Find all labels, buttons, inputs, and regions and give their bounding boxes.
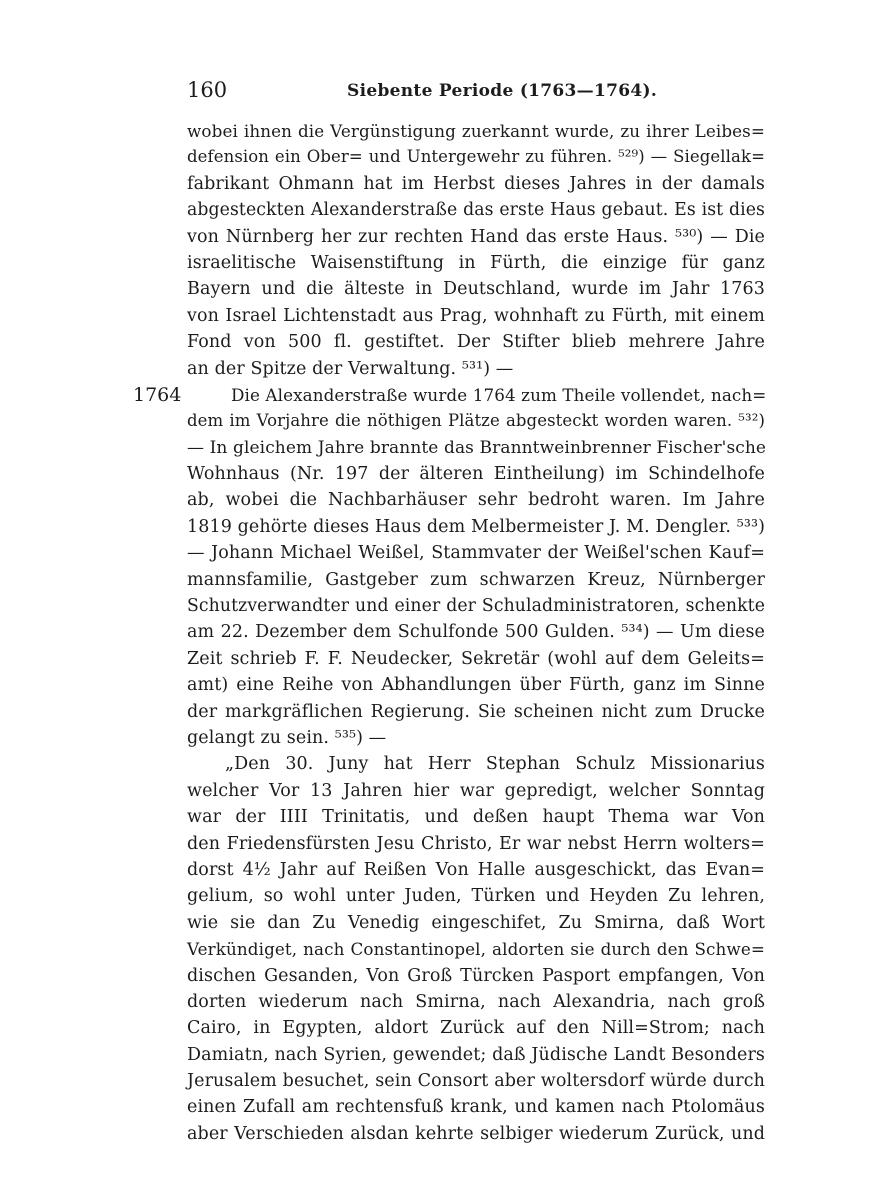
text-line: Die Alexanderstraße wurde 1764 zum Theile vollendet, nach= <box>231 384 767 405</box>
page-header <box>187 76 767 106</box>
text-line: — Johann Michael Weißel, Stammvater der Weißel'schen Kauf= <box>187 543 765 564</box>
text-line: Cairo, in Egypten, aldort Zurück auf den Nill=Strom; nach <box>187 1018 765 1039</box>
text-line: Jerusalem besuchet, sein Consort aber woltersdorf würde durch <box>187 1071 765 1092</box>
text-line: israelitische Waisenstiftung in Fürth, die einzige für ganz <box>187 252 765 273</box>
text-line: fabrikant Ohmann hat im Herbst dieses Jahres in der damals <box>187 173 765 194</box>
text-line: gelium, so wohl unter Juden, Türken und Heyden Zu lehren, <box>187 886 765 907</box>
text-line: den Friedensfürsten Jesu Christo, Er war nebst Herrn wolters= <box>187 833 765 854</box>
text-line: „Den 30. Juny hat Herr Stephan Schulz Missionarius <box>225 754 765 775</box>
text-line: von Nürnberg her zur rechten Hand das erste Haus. ⁵³⁰) — Die <box>187 226 765 247</box>
text-line: am 22. Dezember dem Schulfonde 500 Gulden. ⁵³⁴) — Um diese <box>187 622 765 643</box>
text-line: Fond von 500 fl. gestiftet. Der Stifter blieb mehrere Jahre <box>187 332 765 353</box>
text-line: abgesteckten Alexanderstraße das erste Haus gebaut. Es ist dies <box>187 200 765 221</box>
text-line: defension ein Ober= und Untergewehr zu führen. ⁵²⁹) — Siegellak= <box>187 147 765 167</box>
text-line: war der IIII Trinitatis, und deßen haupt Thema war Von <box>187 807 765 828</box>
page-number: 160 <box>187 78 228 102</box>
text-line: aber Verschieden alsdan kehrte selbiger wiederum Zurück, und <box>187 1123 765 1144</box>
text-line: Verkündiget, nach Constantinopel, aldorten sie durch den Schwe= <box>187 939 765 960</box>
text-line: mannsfamilie, Gastgeber zum schwarzen Kreuz, Nürnberger <box>187 569 765 590</box>
text-line: an der Spitze der Verwaltung. ⁵³¹) — <box>187 358 514 379</box>
text-line: ab, wobei die Nachbarhäuser sehr bedroht waren. Im Jahre <box>187 490 765 511</box>
text-line: von Israel Lichtenstadt aus Prag, wohnhaft zu Fürth, mit einem <box>187 305 765 326</box>
text-line: der markgräflichen Regierung. Sie scheinen nicht zum Drucke <box>187 701 765 722</box>
text-line: dorst 4½ Jahr auf Reißen Von Halle ausgeschickt, das Evan= <box>187 859 765 880</box>
body-text <box>187 118 765 1147</box>
text-line: wie sie dan Zu Venedig eingeschifet, Zu Smirna, daß Wort <box>187 912 765 933</box>
margin-year-note: 1764 <box>133 384 182 406</box>
text-line: einen Zufall am rechtensfuß krank, und kamen nach Ptolomäus <box>187 1097 765 1118</box>
text-line: Zeit schrieb F. F. Neudecker, Sekretär (wohl auf dem Geleits= <box>187 648 765 669</box>
text-line: amt) eine Reihe von Abhandlungen über Fürth, ganz im Sinne <box>187 675 765 696</box>
text-line: dorten wiederum nach Smirna, nach Alexandria, nach groß <box>187 991 765 1012</box>
text-line: 1819 gehörte dieses Haus dem Melbermeister J. M. Dengler. ⁵³³) <box>187 516 765 537</box>
text-line: wobei ihnen die Vergünstigung zuerkannt wurde, zu ihrer Leibes= <box>187 121 765 141</box>
text-line: gelangt zu sein. ⁵³⁵) — <box>187 727 387 748</box>
text-line: Bayern und die älteste in Deutschland, wurde im Jahr 1763 <box>187 279 765 300</box>
text-line: dischen Gesanden, Von Groß Türcken Pasport empfangen, Von <box>187 965 765 986</box>
text-line: Schutzverwandter und einer der Schuladministratoren, schenkte <box>187 596 765 617</box>
text-line: Damiatn, nach Syrien, gewendet; daß Jüdische Landt Besonders <box>187 1044 765 1065</box>
text-line: dem im Vorjahre die nöthigen Plätze abgesteckt worden waren. ⁵³²) <box>187 411 765 431</box>
text-line: — In gleichem Jahre brannte das Branntweinbrenner Fischer'sche <box>187 437 767 458</box>
text-line: welcher Vor 13 Jahren hier war gepredigt, welcher Sonntag <box>187 780 765 801</box>
text-line: Wohnhaus (Nr. 197 der älteren Eintheilung) im Schindelhofe <box>187 464 765 485</box>
running-title: Siebente Periode (1763—1764). <box>347 81 658 101</box>
